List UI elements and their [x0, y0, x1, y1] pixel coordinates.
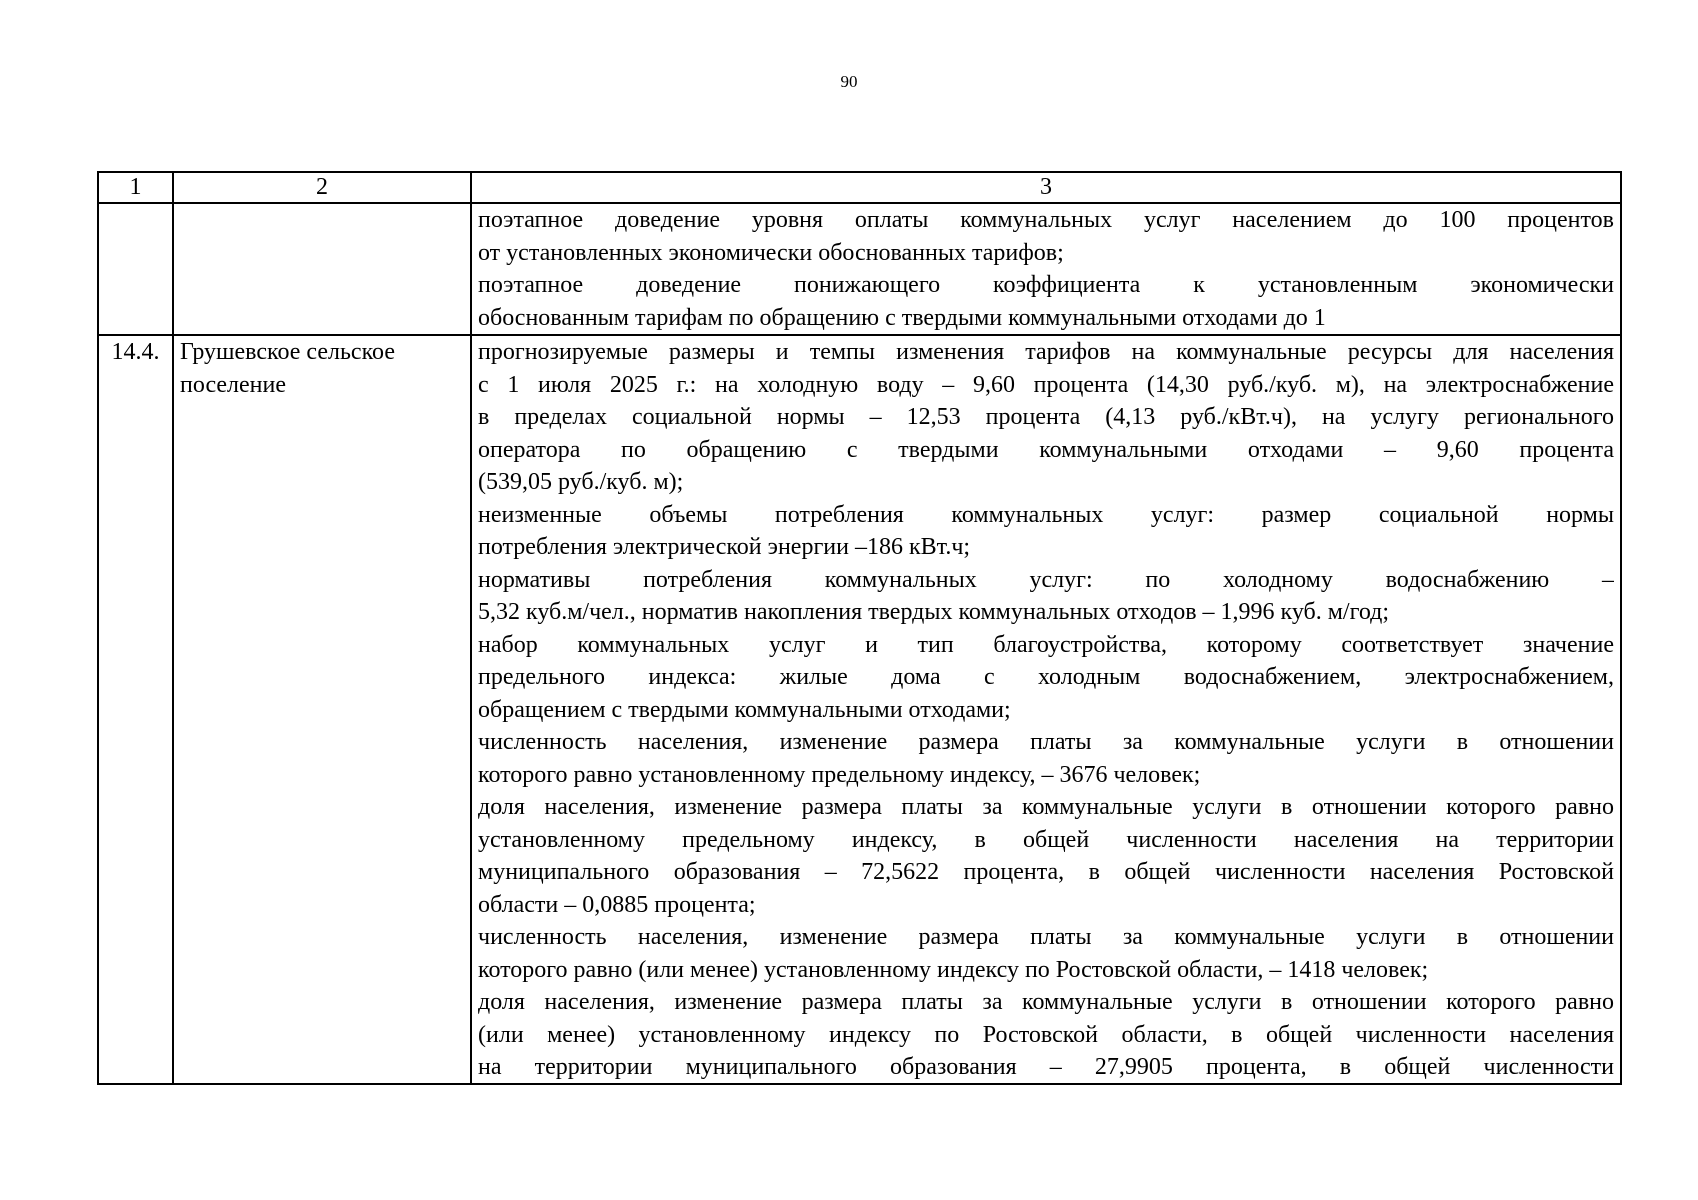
text-line: (или менее) установленному индексу по Ростовской области, в общей численности населения — [478, 1021, 1614, 1048]
text-line: потребления электрической энергии –186 кВт.ч; — [478, 534, 971, 560]
table-header-row — [98, 172, 1621, 203]
row-number-cell — [98, 203, 173, 335]
text-line: области – 0,0885 процента; — [478, 891, 756, 918]
settlement-name-line: Грушевское сельское — [180, 339, 395, 365]
column-header-1: 1 — [98, 172, 173, 203]
text-line: 5,32 куб.м/чел., норматив накопления твердых коммунальных отходов – 1,996 куб. м/год; — [478, 599, 1390, 625]
row-name-cell — [173, 203, 471, 335]
text-line: доля населения, изменение размера платы за коммунальные услуги в отношении которого равно — [478, 989, 1614, 1015]
text-line: набор коммунальных услуг и тип благоустройства, которому соответствует значение — [478, 631, 1614, 658]
table-row — [98, 335, 1621, 1084]
text-line: в пределах социальной нормы – 12,53 процента (4,13 руб./кВт.ч), на услугу регионального — [478, 404, 1614, 430]
text-line: поэтапное доведение уровня оплаты коммунальных услуг населением до 100 процентов — [478, 207, 1614, 233]
text-line: от установленных экономически обоснованных тарифов; — [478, 239, 1064, 266]
text-line: установленному предельному индексу, в общей численности населения на территории — [478, 826, 1614, 853]
document-table — [97, 171, 1622, 1085]
text-line: поэтапное доведение понижающего коэффициента к установленным экономически — [478, 272, 1614, 298]
row-description-cell — [471, 203, 1621, 335]
text-line: предельного индекса: жилые дома с холодным водоснабжением, электроснабжением, — [478, 664, 1614, 690]
text-line: муниципального образования – 72,5622 процента, в общей численности населения Ростовской — [478, 859, 1614, 885]
column-header-2: 2 — [173, 172, 471, 203]
text-line: численность населения, изменение размера платы за коммунальные услуги в отношении — [478, 729, 1614, 755]
text-line: обращением с твердыми коммунальными отходами; — [478, 696, 1011, 723]
text-line: оператора по обращению с твердыми коммунальными отходами – 9,60 процента — [478, 436, 1614, 463]
text-line: доля населения, изменение размера платы за коммунальные услуги в отношении которого равно — [478, 794, 1614, 820]
column-header-3: 3 — [471, 172, 1621, 203]
row-description-cell — [471, 335, 1621, 1084]
text-line: обоснованным тарифам по обращению с твердыми коммунальными отходами до 1 — [478, 304, 1326, 331]
text-line: неизменные объемы потребления коммунальных услуг: размер социальной нормы — [478, 501, 1614, 528]
table-row — [98, 203, 1621, 335]
text-line: (539,05 руб./куб. м); — [478, 469, 684, 495]
text-line: нормативы потребления коммунальных услуг: по холодному водоснабжению – — [478, 566, 1614, 593]
page-number: 90 — [840, 72, 858, 91]
text-line: которого равно установленному предельному индексу, – 3676 человек; — [478, 761, 1201, 788]
text-line: прогнозируемые размеры и темпы изменения тарифов на коммунальные ресурсы для населения — [478, 339, 1614, 365]
row-name-cell — [173, 335, 471, 1084]
settlement-name-line: поселение — [180, 371, 287, 398]
text-line: численность населения, изменение размера платы за коммунальные услуги в отношении — [478, 924, 1614, 950]
description-text — [478, 204, 1614, 334]
row-number-cell: 14.4. — [98, 335, 173, 1084]
description-text — [478, 336, 1614, 1083]
text-line: которого равно (или менее) установленному индексу по Ростовской области, – 1418 человек; — [478, 956, 1429, 983]
text-line: на территории муниципального образования – 27,9905 процента, в общей численности — [478, 1054, 1614, 1080]
text-line: с 1 июля 2025 г.: на холодную воду – 9,60 процента (14,30 руб./куб. м), на электроснабжение — [478, 371, 1614, 398]
